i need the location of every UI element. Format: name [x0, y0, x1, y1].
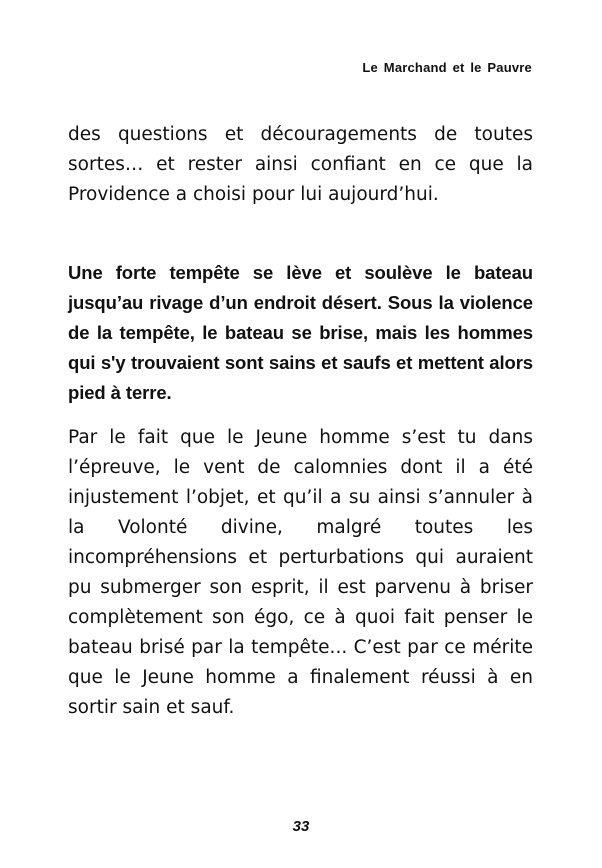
- body-paragraph-1: des questions et découragements de toutes sortes… et rester ainsi confiant en ce que la Providence a choisi pour lui aujourd’hui.: [68, 124, 533, 205]
- running-header-title: Le Marchand et le Pauvre: [362, 60, 532, 75]
- body-paragraph-3: Par le fait que le Jeune homme s’est tu dans l’épreuve, le vent de calomnies dont il a été injustement l’objet, et qu’il a su ainsi s’annuler à la Volonté divine, malgré toutes les incompréhensions et perturbations qui auraient pu submerger son esprit, il est parvenu à briser complètement son égo, ce à quoi fait penser le bateau brisé par la tempête... C’est par ce mérite que le Jeune homme a finalement réussi à en sortir sain et sauf.: [68, 427, 533, 718]
- body-paragraph-2-bold: Une forte tempête se lève et soulève le bateau jusqu’au rivage d’un endroit désert. Sous la violence de la tempête, le bateau se brise, mais les hommes qui s'y trouvaient sont sains et saufs et mettent alors pied à terre.: [68, 262, 533, 403]
- page-number: 33: [292, 818, 310, 835]
